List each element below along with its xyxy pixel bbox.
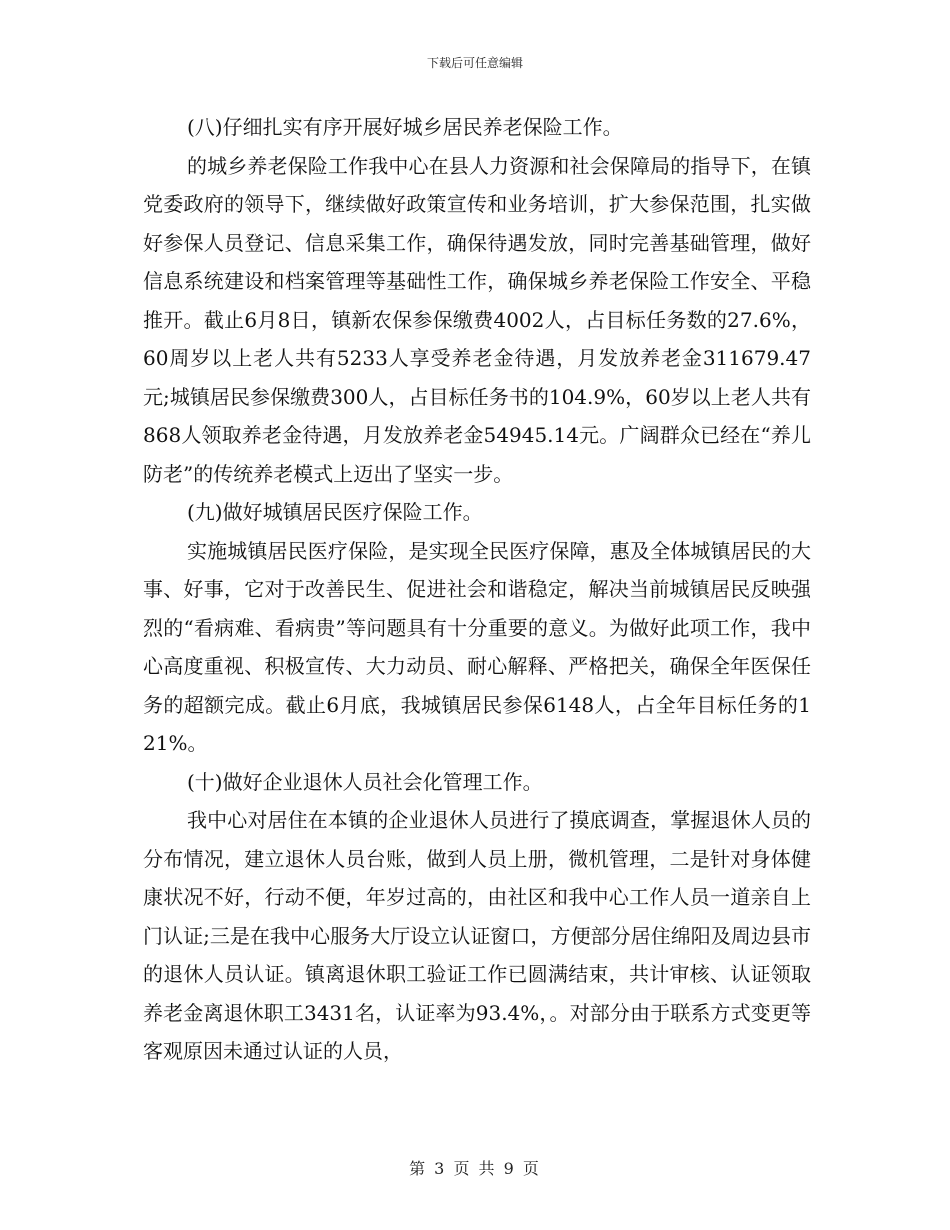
section-heading-10: (十)做好企业退休人员社会化管理工作。 <box>187 769 543 794</box>
section-body-9: 实施城镇居民医疗保险，是实现全民医疗保障，惠及全体城镇居民的大事、好事，它对于改善民生、促进社会和谐稳定，解决当前城镇居民反映强烈的“看病难、看病贵”等问题具有十分重要的意义。为做好此项工作，我中心高度重视、积极宣传、大力动员、耐心解释、严格把关，确保全年医保任务的超额完成。截止6月底，我城镇居民参保6148人，占全年目标任务的121%。 <box>143 538 811 755</box>
section-heading-8: (八)仔细扎实有序开展好城乡居民养老保险工作。 <box>187 115 623 139</box>
document-body <box>143 108 811 1071</box>
section-body-10: 我中心对居住在本镇的企业退休人员进行了摸底调查，掌握退休人员的分布情况，建立退休人员台账，做到人员上册，微机管理，二是针对身体健康状况不好，行动不便，年岁过高的，由社区和我中心工作人员一道亲自上门认证;三是在我中心服务大厅设立认证窗口，方便部分居住绵阳及周边县市的退休人员认证。镇离退休职工验证工作已圆满结束，共计审核、认证领取养老金离退休职工3431名，认证率为93.4%，。对部分由于联系方式变更等客观原因未通过认证的人员， <box>143 808 811 1063</box>
section-body-8: 的城乡养老保险工作我中心在县人力资源和社会保障局的指导下，在镇党委政府的领导下，继续做好政策宣传和业务培训，扩大参保范围，扎实做好参保人员登记、信息采集工作，确保待遇发放，同时完善基础管理，做好信息系统建设和档案管理等基础性工作，确保城乡养老保险工作安全、平稳推开。截止6月8日，镇新农保参保缴费4002人，占目标任务数的27.6%，60周岁以上老人共有5233人享受养老金待遇，月发放养老金311679.47元;城镇居民参保缴费300人，占目标任务书的104.9%，60岁以上老人共有868人领取养老金待遇，月发放养老金54945.14元。广阔群众已经在“养儿防老”的传统养老模式上迈出了坚实一步。 <box>143 153 811 486</box>
page-number: 第 3 页 共 9 页 <box>409 1159 541 1178</box>
header-note: 下载后可任意编辑 <box>426 56 523 70</box>
section-heading-9: (九)做好城镇居民医疗保险工作。 <box>187 500 483 524</box>
